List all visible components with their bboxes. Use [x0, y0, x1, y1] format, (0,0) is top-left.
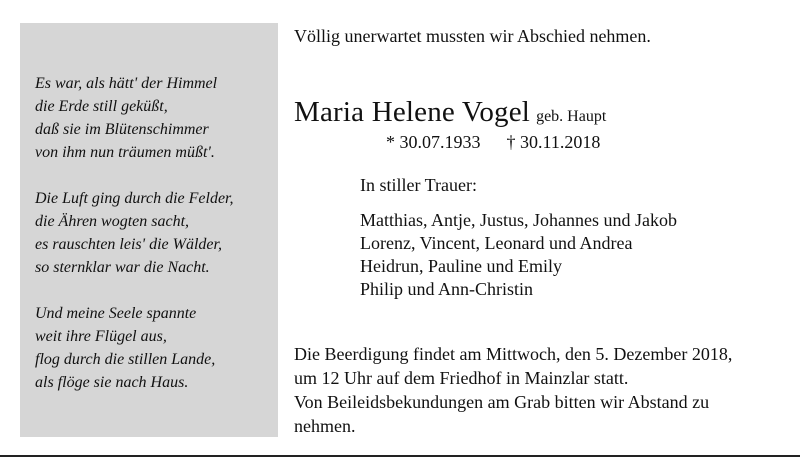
deceased-name: Maria Helene Vogel: [294, 96, 531, 128]
mourners-list: [360, 209, 677, 301]
mourner-line: Heidrun, Pauline und Emily: [360, 256, 562, 276]
poem-line: von ihm nun träumen müßt'.: [35, 144, 215, 161]
poem-line: die Erde still geküßt,: [35, 98, 168, 115]
life-dates: [386, 132, 600, 153]
poem-stanza: [35, 72, 234, 164]
poem-line: als flöge sie nach Haus.: [35, 374, 189, 391]
funeral-info: [294, 342, 732, 438]
poem-stanza: [35, 302, 234, 394]
deceased-name-row: [294, 96, 606, 129]
poem-line: Es war, als hätt' der Himmel: [35, 75, 218, 92]
poem-line: daß sie im Blütenschimmer: [35, 121, 209, 138]
poem-line: Die Luft ging durch die Felder,: [35, 190, 234, 207]
poem-line: die Ähren wogten sacht,: [35, 213, 190, 230]
funeral-line: nehmen.: [294, 416, 356, 436]
poem-line: weit ihre Flügel aus,: [35, 328, 167, 345]
mourning-title: In stiller Trauer:: [360, 175, 477, 195]
poem-line: es rauschten leis' die Wälder,: [35, 236, 222, 253]
mourner-line: Lorenz, Vincent, Leonard und Andrea: [360, 233, 633, 253]
mourners-block: [360, 174, 677, 301]
mourner-line: Philip und Ann-Christin: [360, 279, 534, 299]
poem: [35, 72, 234, 417]
maiden-name: geb. Haupt: [536, 108, 607, 125]
birth-date: * 30.07.1933: [386, 132, 481, 152]
headline: Völlig unerwartet mussten wir Abschied nehmen.: [294, 26, 651, 46]
poem-line: flog durch die stillen Lande,: [35, 351, 216, 368]
funeral-line: um 12 Uhr auf dem Friedhof in Mainzlar statt.: [294, 368, 629, 388]
poem-line: Und meine Seele spannte: [35, 305, 197, 322]
funeral-line: Die Beerdigung findet am Mittwoch, den 5. Dezember 2018,: [294, 344, 733, 364]
mourner-line: Matthias, Antje, Justus, Johannes und Jakob: [360, 210, 677, 230]
death-date: † 30.11.2018: [506, 132, 601, 152]
poem-line: so sternklar war die Nacht.: [35, 259, 210, 276]
poem-stanza: [35, 187, 234, 279]
poem-panel: [20, 23, 278, 437]
funeral-line: Von Beileidsbekundungen am Grab bitten wir Abstand zu: [294, 392, 710, 412]
